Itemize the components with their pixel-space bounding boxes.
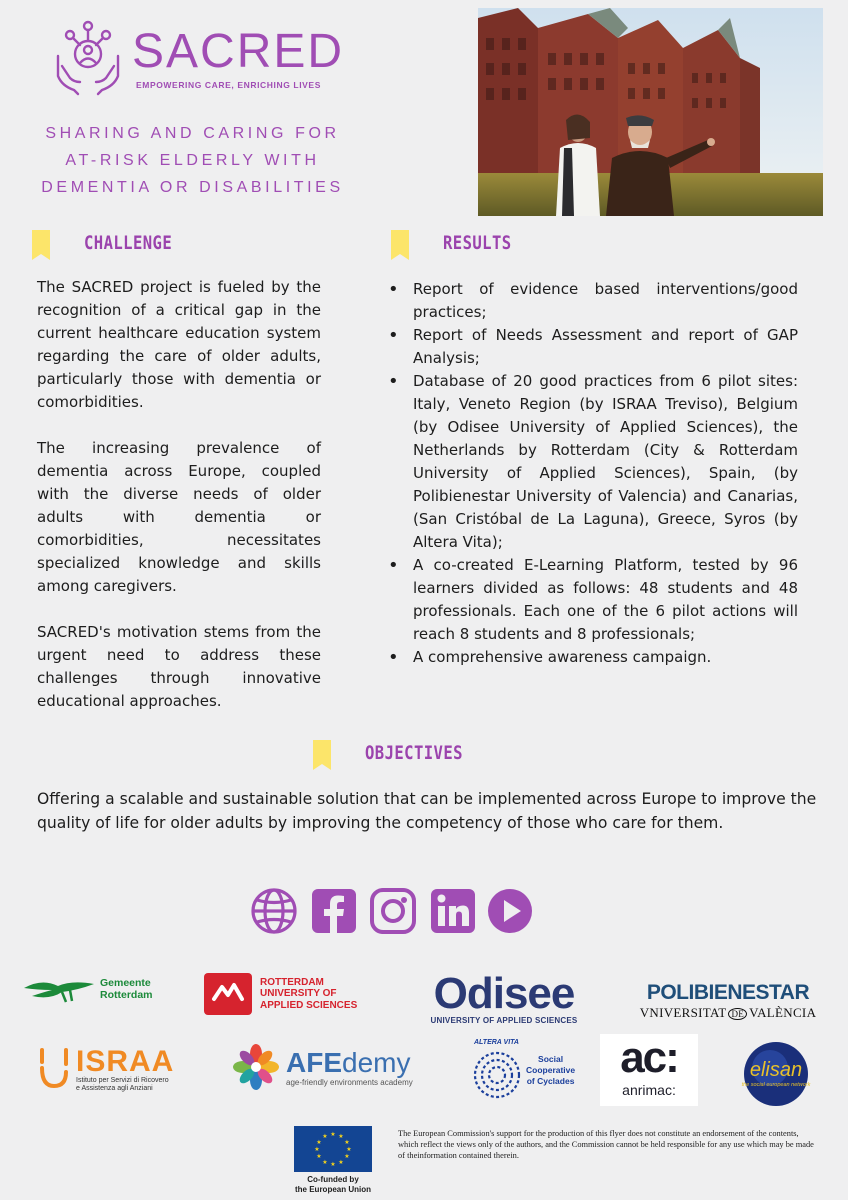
odisee-text: Odisee — [433, 969, 575, 1018]
challenge-paragraph: The SACRED project is fueled by the recognition of a critical gap in the current healthcare education system regarding the care of older adults, particularly those with dementia or comorbidities. — [37, 278, 321, 411]
svg-text:★: ★ — [316, 1153, 322, 1160]
facebook-icon[interactable] — [310, 886, 358, 936]
uv-seal-text: DE — [728, 1008, 747, 1020]
gemeente-text: Gemeente — [100, 977, 151, 989]
challenge-title: CHALLENGE — [84, 232, 173, 254]
odisee-subtext: UNIVERSITY OF APPLIED SCIENCES — [430, 1016, 578, 1025]
svg-text:★: ★ — [330, 1161, 336, 1168]
subtitle-line: DEMENTIA OR DISABILITIES — [41, 179, 344, 196]
disclaimer: The European Commission's support for the production of this flyer does not constitute an endorsement of the contents, which reflect the views only of the authors, and the Commission cannot be held responsible for any use which may be made of theinformation contained therein. — [398, 1129, 814, 1160]
svg-text:★: ★ — [322, 1159, 328, 1166]
anrimac-mark-text: ac: — [620, 1033, 678, 1082]
israa-subtext: e Assistenza agli Anziani — [76, 1085, 153, 1092]
svg-text:★: ★ — [322, 1133, 328, 1140]
tagline: EMPOWERING CARE, ENRICHING LIVES — [136, 80, 321, 90]
rotterdam-uas-emblem-icon — [204, 973, 252, 1015]
svg-text:★: ★ — [344, 1139, 350, 1146]
gemeente-rotterdam-emblem-icon — [22, 974, 96, 1004]
altera-vita-text: ALTERA VITA — [474, 1039, 519, 1046]
elisan-logo — [722, 1040, 830, 1108]
results-item: • Database of 20 good practices from 6 pilot sites: Italy, Veneto Region (by ISRAA Treviso), Belgium (by Odisee University of Applied Sciences), the Netherlands by Rotterdam (City & Rotterdam University of Applied Sciences), Spain, (by Polibienestar University of Valencia) and Canarias, (San Cristóbal de La Laguna), Greece, Syros (by Altera Vita); — [388, 370, 798, 554]
brand-name: SACRED — [132, 25, 345, 78]
eu-caption — [270, 1175, 396, 1195]
project-subtitle — [20, 120, 365, 201]
israa-subtext: Istituto per Servizi di Ricovero — [76, 1076, 169, 1084]
results-list — [388, 278, 798, 669]
results-item: • A co-created E-Learning Platform, tested by 96 learners divided as follows: 48 students and 48 professionals. Each one of the 6 pilot actions will reach 8 students and 8 professionals; — [388, 554, 798, 646]
polibienestar-text: POLIBIENESTAR — [646, 981, 810, 1004]
anrimac-logo — [600, 1034, 698, 1106]
challenge-body — [37, 276, 321, 736]
play-icon[interactable] — [487, 886, 535, 936]
sacred-logo-icon — [52, 18, 124, 98]
afedemy-logo — [232, 1042, 440, 1092]
results-item: • Report of Needs Assessment and report of GAP Analysis; — [388, 324, 798, 370]
svg-text:★: ★ — [338, 1159, 344, 1166]
afedemy-subtext: age-friendly environments academy — [286, 1077, 413, 1087]
afedemy-text: demy — [342, 1046, 411, 1078]
challenge-paragraph: The increasing prevalence of dementia across Europe, coupled with the diverse needs of older adults with dementia or comorbidities, necessitates specialized knowledge and skills among caregivers. — [37, 439, 321, 595]
altera-vita-subtext: of Cyclades — [526, 1075, 575, 1086]
results-item: • Report of evidence based interventions/good practices; — [388, 278, 798, 324]
objectives-title: OBJECTIVES — [365, 742, 463, 764]
svg-text:★: ★ — [344, 1153, 350, 1160]
section-marker-icon — [313, 740, 331, 770]
rotterdam-uas-logo — [204, 972, 374, 1016]
anrimac-text: anrimac: — [622, 1082, 676, 1098]
eu-caption-line: the European Union — [295, 1185, 371, 1194]
objectives-body: Offering a scalable and sustainable solution that can be implemented across Europe to improve the quality of life for older adults by improving the competency of those who care for them. — [37, 790, 817, 832]
linkedin-icon[interactable] — [429, 886, 477, 936]
afedemy-flower-icon — [232, 1043, 280, 1091]
subtitle-line: AT-RISK ELDERLY WITH — [65, 152, 320, 169]
objectives-header — [313, 740, 533, 772]
elisan-subtext: the social european network — [741, 1082, 811, 1088]
gemeente-rotterdam-logo — [22, 972, 172, 1006]
challenge-header — [32, 230, 232, 262]
challenge-paragraph: SACRED's motivation stems from the urgent need to address these challenges through innovative educational approaches. — [37, 623, 321, 710]
rotterdam-uas-text: ROTTERDAM — [260, 976, 324, 988]
instagram-icon[interactable] — [369, 886, 417, 936]
altera-vita-logo — [468, 1036, 590, 1104]
svg-text:★: ★ — [314, 1146, 320, 1153]
svg-text:★: ★ — [316, 1139, 322, 1146]
rotterdam-uas-text: UNIVERSITY OF — [260, 988, 337, 1000]
globe-icon[interactable] — [250, 886, 298, 936]
eu-caption-line: Co-funded by — [307, 1175, 359, 1184]
gemeente-text: Rotterdam — [100, 989, 153, 1001]
results-title: RESULTS — [443, 232, 512, 254]
altera-vita-emblem-icon — [468, 1039, 526, 1101]
altera-vita-subtext: Social — [538, 1053, 564, 1064]
results-item: • A comprehensive awareness campaign. — [388, 646, 798, 669]
altera-vita-subtext: Cooperative — [526, 1064, 576, 1075]
israa-emblem-icon — [36, 1046, 72, 1094]
uv-text: VALÈNCIA — [749, 1005, 817, 1020]
odisee-logo — [422, 969, 586, 1028]
svg-text:★: ★ — [330, 1131, 336, 1138]
rotterdam-uas-text: APPLIED SCIENCES — [260, 999, 358, 1011]
polibienestar-logo — [638, 981, 818, 1023]
eu-flag-icon — [294, 1126, 372, 1172]
elisan-text: elisan — [749, 1059, 803, 1081]
svg-text:★: ★ — [338, 1133, 344, 1140]
svg-text:★: ★ — [346, 1146, 352, 1153]
uv-text: VNIVERSITAT — [639, 1005, 727, 1020]
hero-photo — [478, 8, 823, 216]
section-marker-icon — [391, 230, 409, 260]
israa-text: ISRAA — [76, 1044, 175, 1078]
israa-logo — [36, 1042, 196, 1098]
section-marker-icon — [32, 230, 50, 260]
subtitle-line: SHARING AND CARING FOR — [45, 125, 340, 142]
polibienestar-subtext — [638, 1005, 818, 1022]
results-header — [391, 230, 591, 262]
afedemy-text: AFE — [286, 1046, 342, 1078]
